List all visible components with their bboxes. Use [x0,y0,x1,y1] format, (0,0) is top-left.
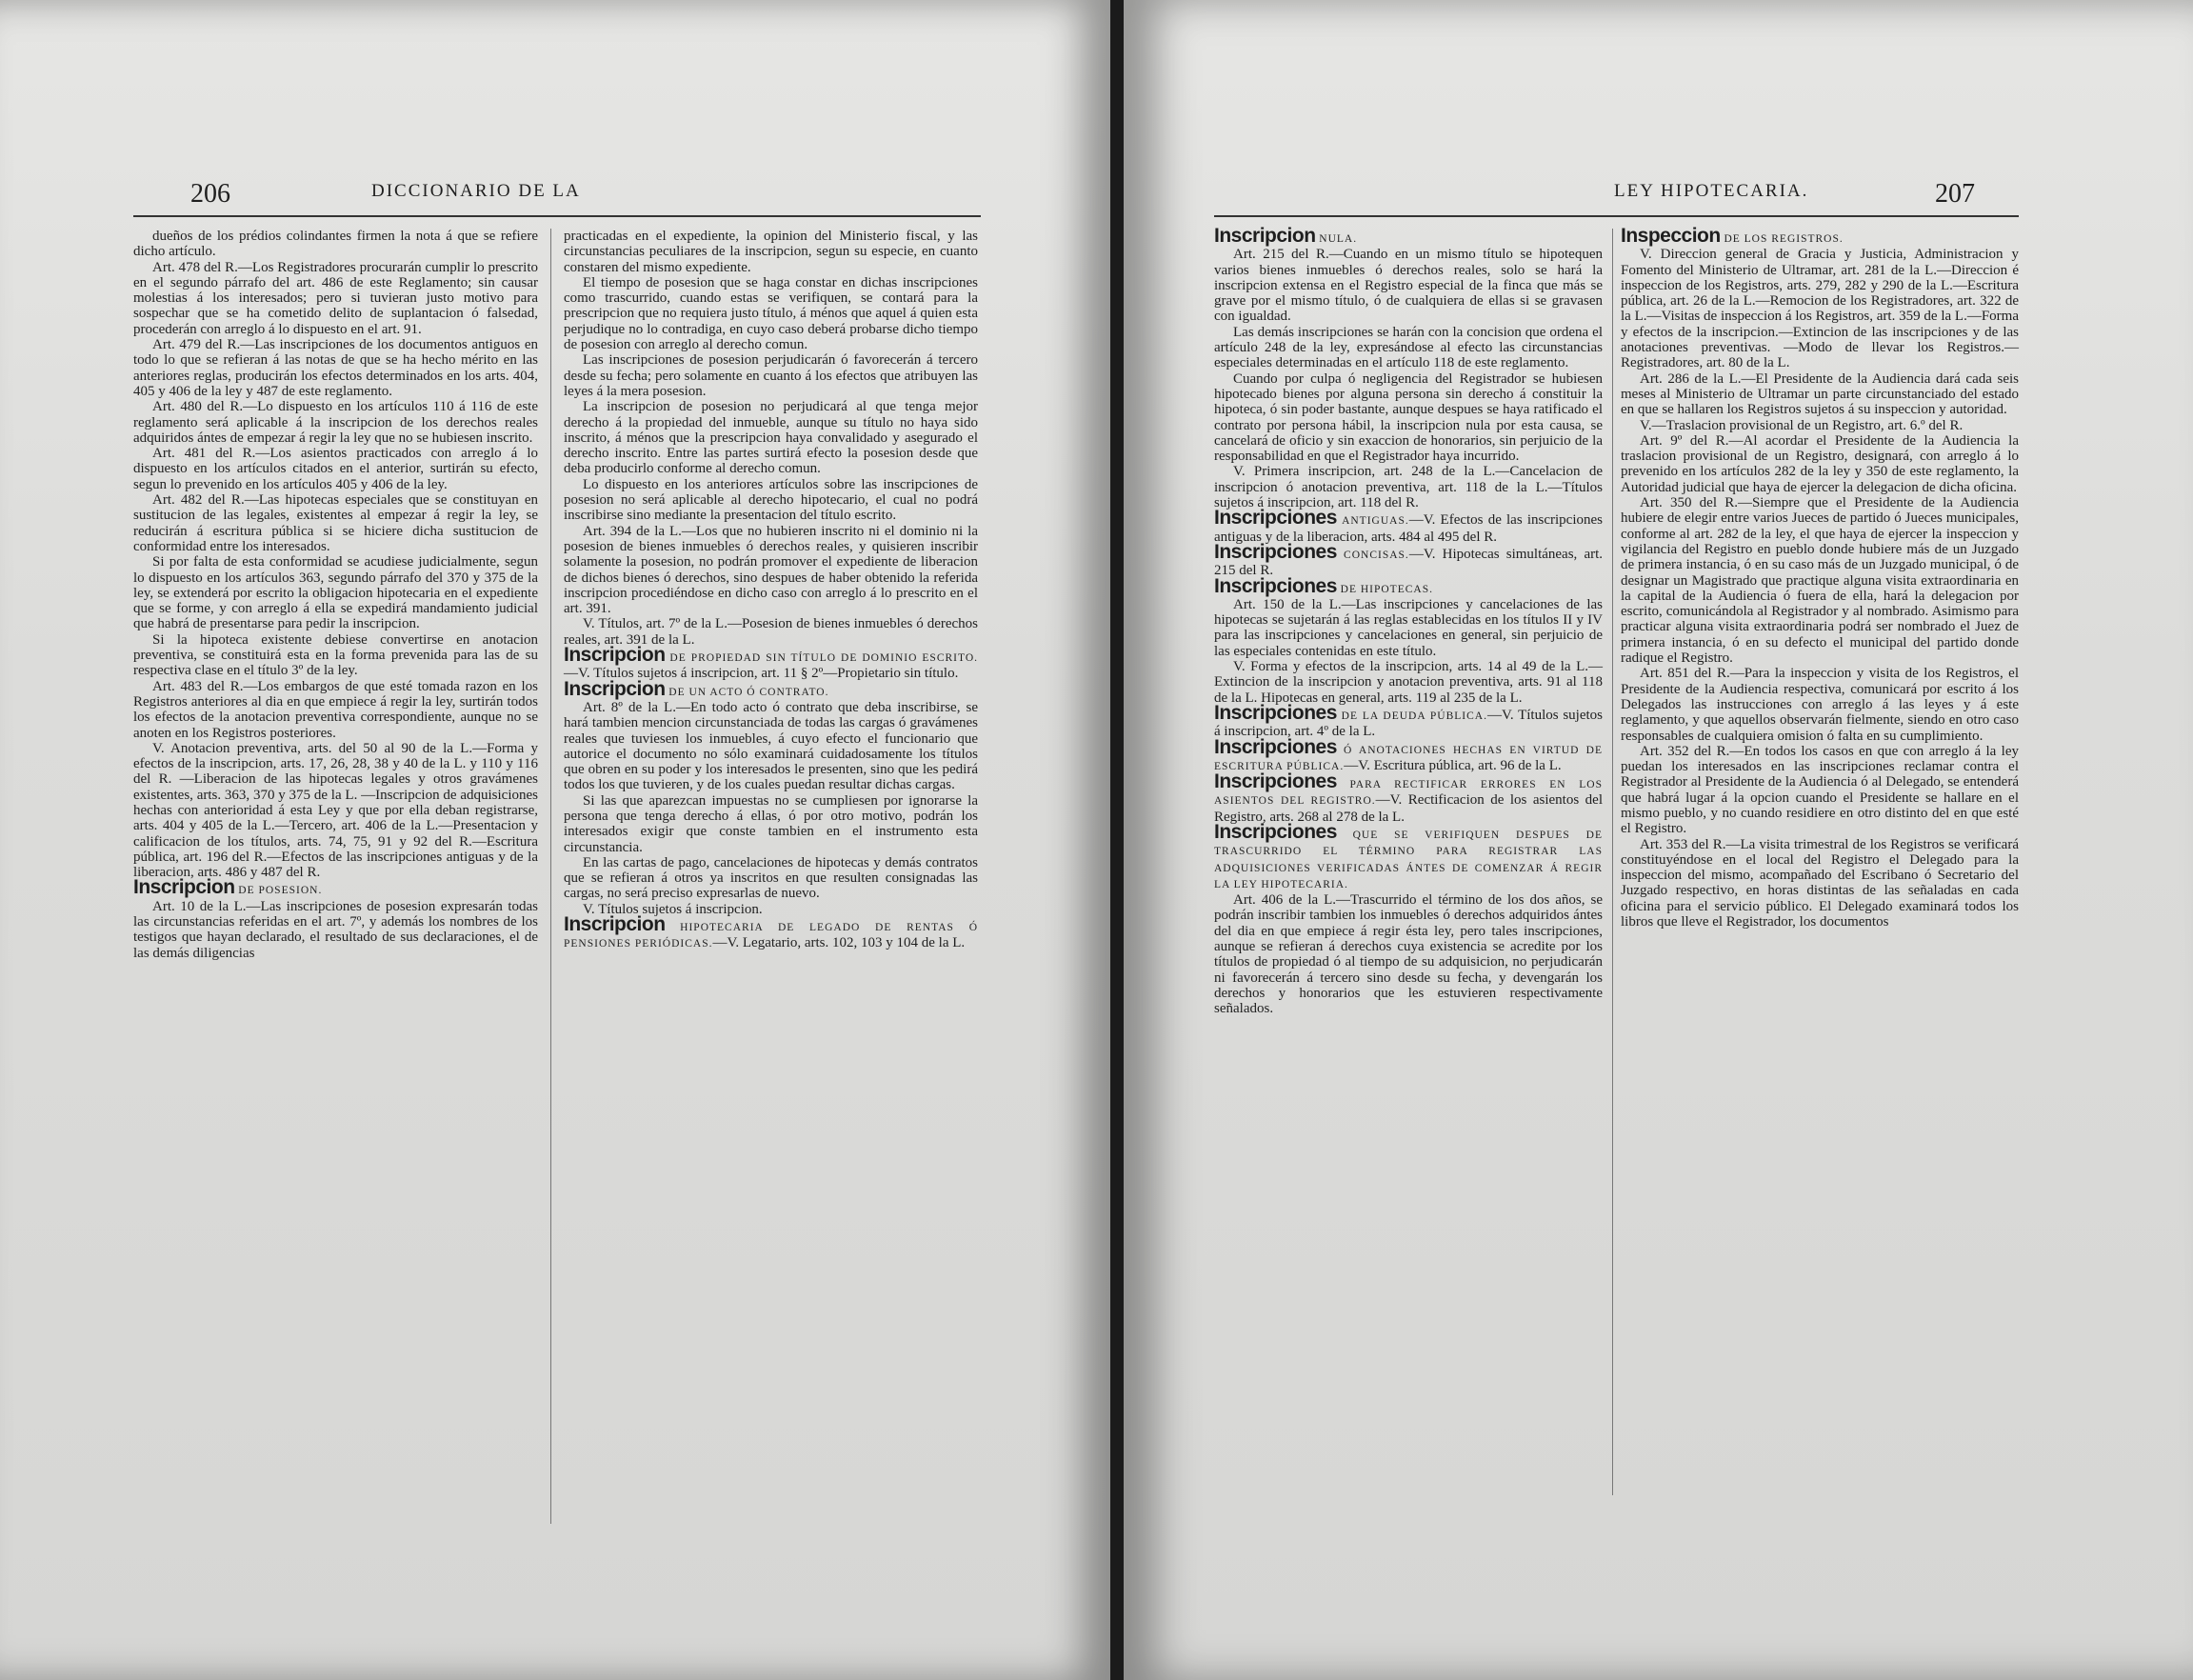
paragraph: Art. 10 de la L.—Las inscripciones de posesion expresarán todas las circunstancias referidas en el art. 7º, y además los nombres de los testigos que hayan declarado, el resultado de sus declaraciones, el de las demás diligencias [133,898,538,961]
entry-headword: Inscripcion [564,644,666,667]
entry-subtitle: DE PROPIEDAD SIN TÍTULO DE DOMINIO ESCRITO. [669,652,978,665]
paragraph: Art. 394 de la L.—Los que no hubieren inscrito ni el dominio ni la posesion de bienes inmuebles ó derechos reales, y quisieren inscribir solamente la posesion, no podrán promover el expediente de liberacion de dichos bienes ó derechos, sino despues de haber obtenido la referida inscripcion procediéndose en dicho caso con arreglo á lo prescrito en el art. 391. [564,523,978,617]
entry-headword: Inscripciones [1214,820,1337,843]
entry-subtitle: DE LA DEUDA PÚBLICA. [1341,710,1487,722]
paragraph: V. Anotacion preventiva, arts. del 50 al 90 de la L.—Forma y efectos de la inscripcion, arts. 17, 26, 28, 38 y 40 de la L. y 110 y 116 del R. —Liberacion de las hipotecas legales y otros gravámenes existentes, arts. 363, 370 y 375 de la L. —Inscripcion de adquisiciones hechas con anterioridad á esta Ley y que por ella deban registrarse, arts. 404 y 405 de la L.—Tercero, art. 406 de la L.—Presentacion y calificacion de los títulos, arts. 74, 75, 91 y 92 del R.—Escritura pública, art. 196 del R.—Efectos de las inscripciones antiguas y de la liberacion, arts. 486 y 487 del R. [133,740,538,881]
paragraph: Art. 350 del R.—Siempre que el Presidente de la Audiencia hubiere de elegir entre varios Jueces de partido ó Jueces municipales, conforme al art. 282 de la ley, el que haya de ejercer la inspeccion y vigilancia del Registro en pueblo donde hubiere más de un Juzgado de primera instancia, ó en su caso más de un Juzgado municipal, ó de designar un Magistrado que practique alguna visita extraordinaria en la capital de la Audiencia ó fuera de ella, hará la delegacion por escrito, comunicándola al Registrador y al nombrado. Asimismo para practicar alguna visita extraordinaria podrá ser nombrado el Juez de primera instancia, ó en su defecto el municipal del partido donde radique el Registro. [1621,495,2019,667]
entry-reference: —V. Títulos sujetos á inscripcion, art. 11 § 2º—Propietario sin título. [564,666,959,682]
text-column-2 [1621,225,2019,930]
entry-subtitle: CONCISAS. [1344,549,1409,561]
entry-reference: —V. Títulos sujetos á inscripcion, art. 4º de la L. [1214,707,1603,740]
paragraph: Si las que aparezcan impuestas no se cumpliesen por ignorarse la persona que tenga derecho á ellas, ó por otro motivo, podrán los interesados exigir que conste tambien en el instrumento esta circunstancia. [564,792,978,855]
paragraph: El tiempo de posesion que se haga constar en dichas inscripciones como trascurrido, cuando estas se verifiquen, se contará para la prescripcion que no requiera justo título, á ménos que aquel á quien esta perjudique no lo contradiga, en cuyo caso deberá probarse dicho tiempo de posesion con arreglo al derecho comun. [564,274,978,353]
dictionary-entry [1621,225,2019,247]
paragraph: V. Títulos sujetos á inscripcion. [583,901,763,917]
paragraph: V. Títulos, art. 7º de la L.—Posesion de bienes inmuebles ó derechos reales, art. 391 de la L. [564,616,978,648]
entry-headword: Inscripcion [1214,225,1316,247]
paragraph: Art. 479 del R.—Las inscripciones de los documentos antiguos en todo lo que se refieran á las notas de que se ha hecho mérito en las anteriores reglas, producirán los efectos determinados en los arts. 404, 405 y 406 de la ley y 487 de este reglamento. [133,337,538,399]
entry-subtitle: DE LOS REGISTROS. [1724,233,1844,245]
paragraph: Lo dispuesto en los anteriores artículos sobre las inscripciones de posesion no será aplicable al derecho hipotecario, el cual no podrá inscribirse sino mediante la presentacion del título escrito. [564,476,978,524]
paragraph: Art. 353 del R.—La visita trimestral de los Registros se verificará constituyéndose en el local del Registro el Delegado para la inspeccion del mismo, acompañado del Escribano ó Secretario del Juzgado respectivo, en horas distintas de las señaladas en cada oficina para el servicio público. El Delegado examinará todos los libros que lleve el Registrador, los documentos [1621,836,2019,930]
paragraph: Art. 9º del R.—Al acordar el Presidente de la Audiencia la traslacion provisional de un Registro, designará, con arreglo á lo prevenido en los artículos 282 de la ley y 350 de este reglamento, la Autoridad judicial que haya de ejercer la delegacion de dicha oficina. [1621,432,2019,495]
paragraph: Art. 482 del R.—Las hipotecas especiales que se constituyan en sustitucion de las legales, existentes al empezar á regir la ley, se reducirán á escritura pública si se hiciere dicha sustitucion de conformidad entre los interesados. [133,492,538,554]
entry-subtitle: Ó ANOTACIONES HECHAS EN VIRTUD DE ESCRITURA PÚBLICA. [1214,744,1603,772]
right-page [1124,0,2193,1680]
column-rule [550,229,551,1524]
header-rule [133,215,981,217]
paragraph: Art. 150 de la L.—Las inscripciones y cancelaciones de las hipotecas se sujetarán á las reglas establecidas en los títulos II y IV para las inscripciones y cancelaciones en general, sin perjuicio de las especiales contenidas en este título. [1214,596,1603,659]
dictionary-entry [1214,507,1603,545]
text-column-2 [564,229,978,952]
text-column-1 [133,229,538,961]
dictionary-entry [1214,701,1603,740]
paragraph: practicadas en el expediente, la opinion del Ministerio fiscal, y las circunstancias peculiares de la inscripcion, segun su especie, en cuanto constaren del mismo expediente. [564,229,978,275]
entry-headword: Inscripcion [564,677,666,700]
entry-headword: Inscripcion [133,876,235,899]
running-head: LEY HIPOTECARIA. [1614,181,1809,201]
entry-subtitle: PARA RECTIFICAR ERRORES EN LOS ASIENTOS DEL REGISTRO. [1214,779,1603,808]
paragraph: Cuando por culpa ó negligencia del Registrador se hubiesen hipotecado bienes por alguna persona sin derecho á constituir la hipoteca, ó sin poder bastante, aunque despues se haya ratificado el contrato por persona hábil, la inscripcion nula por esta causa, se cancelará de oficio y sin exaccion de honorarios, sin perjuicio de la responsabilidad en que el Registrador haya incurrido. [1214,370,1603,465]
paragraph: Art. 286 de la L.—El Presidente de la Audiencia dará cada seis meses al Ministerio de Ultramar un parte circunstanciado del estado en que se hallaren los Registros sujetos á su inspeccion y autoridad. [1621,370,2019,418]
entry-headword: Inscripciones [1214,540,1337,563]
entry-headword: Inscripciones [1214,574,1337,597]
paragraph: Art. 8º de la L.—En todo acto ó contrato que deba inscribirse, se hará tambien mencion circunstanciada de todas las cargas ó gravámenes reales que tuviesen los inmuebles, á cuyo efecto el funcionario que autorice el documento no sólo examinará cuidadosamente los títulos que obren en su poder y los interesados le presenten, sino que les pedirá todos los que tuvieren, y de los cuales puedan resultar dichas cargas. [564,699,978,793]
entry-subtitle: DE UN ACTO Ó CONTRATO. [668,686,829,698]
dictionary-entry [1214,770,1604,825]
page-number: 206 [190,179,230,209]
header-rule [1214,215,2019,217]
dictionary-entry [564,913,979,952]
entry-reference: —V. Escritura pública, art. 96 de la L. [1344,757,1562,773]
entry-reference: —V. Rectificacion de los asientos del Registro, arts. 268 al 278 de la L. [1214,792,1604,825]
entry-headword: Inscripcion [564,913,666,936]
paragraph: Art. 478 del R.—Los Registradores procurarán cumplir lo prescrito en el segundo párrafo del art. 486 de este Reglamento; sin causar molestias á los interesados; pero si tuvieran justo motivo para sospechar que se ha cometido delito de suplantacion ó falsedad, procederán con arreglo á lo dispuesto en el art. 91. [133,259,538,337]
paragraph: Art. 215 del R.—Cuando en un mismo título se hipotequen varios bienes inmuebles ó derechos reales, solo se hará la inscripcion extensa en el Registro especial de la finca que más se grave por el mismo título, ó de cualquiera de ellas si se gravasen con igualdad. [1214,247,1603,325]
entry-subtitle: DE HIPOTECAS. [1340,583,1433,595]
paragraph: V. Forma y efectos de la inscripcion, arts. 14 al 49 de la L.—Extincion de la inscripcion y anotacion preventiva, arts. 91 al 118 de la L. Hipotecas en general, arts. 119 al 235 de la L. [1214,659,1603,706]
dictionary-entry [564,644,978,682]
entry-headword: Inscripciones [1214,507,1337,530]
paragraph: Si por falta de esta conformidad se acudiese judicialmente, segun lo dispuesto en los artículos 363, segundo párrafo del 370 y 375 de la ley, se extenderá por escrito la obligacion hipotecaria en el expediente que se forme, y con arreglo á ella se expedirá mandamiento judicial que habrá de presentarse para pedir la inscripcion. [133,554,538,632]
paragraph: Art. 480 del R.—Lo dispuesto en los artículos 110 á 116 de este reglamento será aplicable á la inscripcion de los derechos reales adquiridos ántes de empezar á regir la ley que no se hubiesen inscrito. [133,399,538,446]
entry-subtitle: NULA. [1319,233,1358,245]
paragraph: Art. 406 de la L.—Trascurrido el término de los dos años, se podrán inscribir tambien los inmuebles ó derechos adquiridos ántes del dia en que empiece á regir ésta ley, pero tales inscripciones, aunque se refieran á derechos cuya existencia se acredite por los títulos de propiedad ó al tiempo de su adquisicion, no perjudicarán ni favorecerán á tercero sino desde su fecha, y devengarán los derechos y honorarios que les estuvieren respectivamente señalados. [1214,892,1603,1017]
dictionary-entry [1214,225,1603,247]
text-column-1 [1214,225,1604,1017]
entry-headword: Inscripciones [1214,701,1337,724]
column-rule [1612,229,1613,1495]
dictionary-entry [1214,540,1604,579]
paragraph: V. Primera inscripcion, art. 248 de la L.—Cancelacion de inscripcion ó anotacion preventiva, art. 118 de la L.—Títulos sujetos á inscripcion, art. 118 del R. [1214,464,1603,511]
dictionary-entry [1214,574,1603,597]
paragraph: En las cartas de pago, cancelaciones de hipotecas y demás contratos que se refieran á otros ya inscritos en que resulten consignadas las cargas, no será preciso expresarlas de nuevo. [564,854,978,902]
dictionary-entry [1214,735,1603,775]
entry-subtitle: HIPOTECARIA DE LEGADO DE RENTAS Ó PENSIONES PERIÓDICAS. [564,922,979,950]
dictionary-entry [1214,820,1603,892]
paragraph: V. Direccion general de Gracia y Justicia, Administracion y Fomento del Ministerio de Ultramar, art. 281 de la L.—Direccion é inspeccion de los Registros, arts. 279, 282 y 290 de la L.—Escritura pública, art. 26 de la L.—Remocion de los Registradores, art. 322 de la L.—Visitas de inspeccion á los Registros, art. 359 de la L.—Forma y efectos de la inscripcion.—Extincion de las inscripciones y de las anotaciones preventivas. —Modo de llevar los Registros.—Registradores, art. 80 de la L. [1621,247,2019,371]
entry-subtitle: QUE SE VERIFIQUEN DESPUES DE TRASCURRIDO EL TÉRMINO PARA REGISTRAR LAS ADQUISICIONES VERIFICADAS ÁNTES DE COMENZAR Á REGIR LA LEY HIPOTECARIA. [1214,829,1603,890]
running-head: DICCIONARIO DE LA [371,181,581,201]
paragraph: Las demás inscripciones se harán con la concision que ordena el artículo 248 de la ley, expresándose al efecto las circunstancias especiales determinadas en el artículo 118 de este reglamento. [1214,324,1603,371]
paragraph: Art. 352 del R.—En todos los casos en que con arreglo á la ley puedan los interesados en las inscripciones reclamar contra el Registrador al Presidente de la Audiencia ó al Delegado, se entenderá que habrá lugar á la opcion cuando el Presidente se hallare en el mismo pueblo, y no cuando residiere en otro distinto del en que esté el Registro. [1621,743,2019,837]
entry-reference: —V. Hipotecas simultáneas, art. 215 del R. [1214,546,1604,579]
paragraph: Art. 483 del R.—Los embargos de que esté tomada razon en los Registros anteriores al dia en que empiece á regir la ley, surtirán todos los efectos de la anotacion preventiva correspondiente, aunque no se anoten en los Registros posteriores. [133,678,538,741]
paragraph: Las inscripciones de posesion perjudicarán ó favorecerán á tercero desde su fecha; pero solamente en cuanto á los efectos que atribuyen las leyes á la mera posesion. [564,352,978,399]
entry-reference: —V. Efectos de las inscripciones antiguas y de la liberacion, arts. 484 al 495 del R. [1214,512,1603,545]
entry-headword: Inscripciones [1214,735,1337,758]
paragraph: Si la hipoteca existente debiese convertirse en anotacion preventiva, se constituirá esta en la forma prevenida para las de su respectiva clase en el título 3º de la ley. [133,631,538,679]
entry-subtitle: DE POSESION. [238,885,323,897]
paragraph: dueños de los prédios colindantes firmen la nota á que se refiere dicho artículo. [133,229,538,260]
paragraph: La inscripcion de posesion no perjudicará al que tenga mejor derecho á la propiedad del inmueble, aunque su título no haya sido inscrito, á ménos que la prescripcion haya convalidado y asegurado el derecho inscrito. Entre las partes surtirá efecto la posesion desde que deba producirlo conforme al derecho comun. [564,399,978,477]
entry-headword: Inscripciones [1214,770,1337,793]
entry-reference: —V. Legatario, arts. 102, 103 y 104 de la L. [712,935,966,951]
entry-headword: Inspeccion [1621,225,1721,247]
entry-subtitle: ANTIGUAS. [1342,515,1409,528]
paragraph: V.—Traslacion provisional de un Registro, art. 6.º del R. [1640,417,1964,433]
paragraph: Art. 851 del R.—Para la inspeccion y visita de los Registros, el Presidente de la Audiencia respectiva, comunicará por escrito á los Delegados las instrucciones con arreglo á las leyes y á este reglamento, y que aquellos observarán fielmente, siendo en otro caso responsables de cualquiera omision ó falta en su cumplimiento. [1621,666,2019,744]
page-number: 207 [1935,179,1975,209]
dictionary-entry [133,876,538,899]
dictionary-entry [564,677,978,700]
paragraph: Art. 481 del R.—Los asientos practicados con arreglo á lo dispuesto en los artículos citados en el anterior, surtirán su efecto, segun lo prevenido en los artículos 405 y 406 de la ley. [133,446,538,492]
